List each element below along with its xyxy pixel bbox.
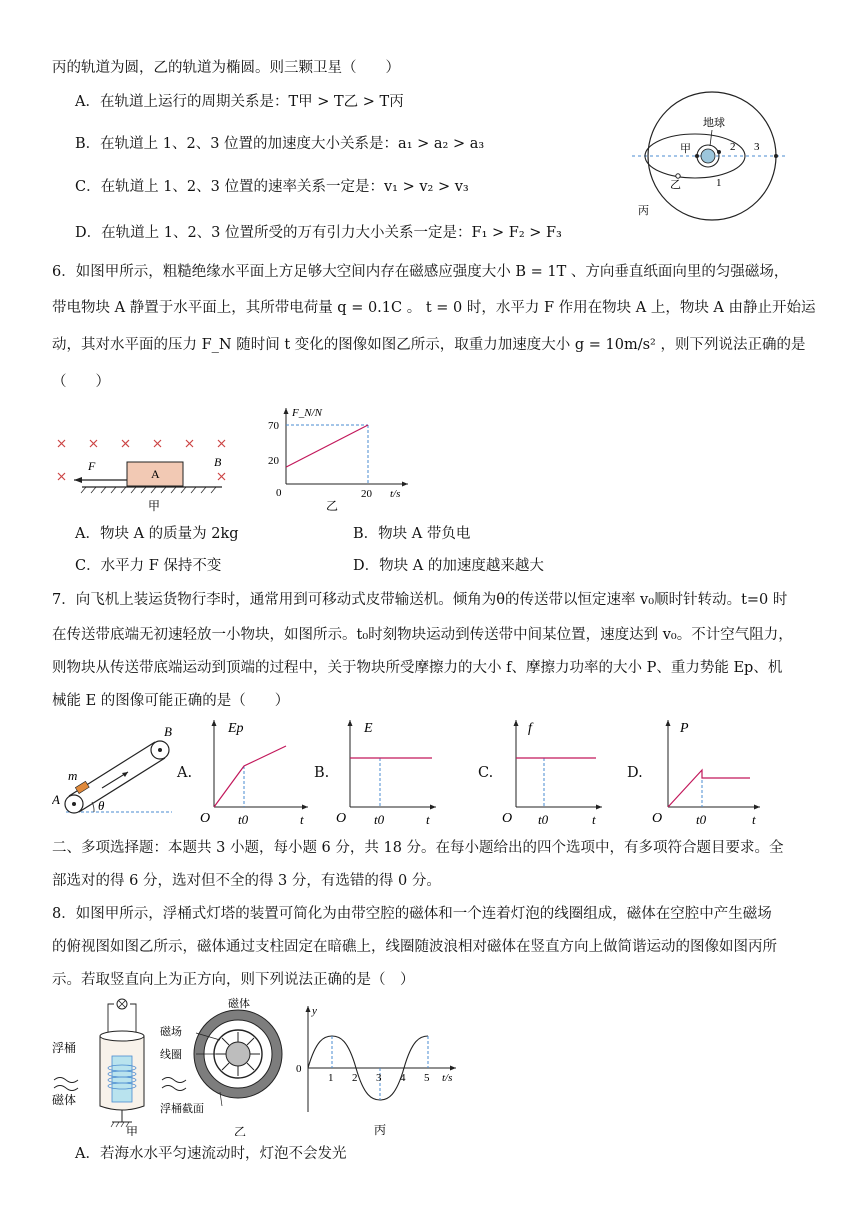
bing-label: 丙	[638, 205, 649, 217]
earth-label: 地球	[703, 117, 725, 129]
q8-line-1: 8．如图甲所示，浮桶式灯塔的装置可简化为由带空腔的磁体和一个连着灯泡的线圈组成，磁体在空腔中产生磁场	[52, 906, 772, 922]
y-axis-label: F_N/N	[292, 407, 322, 419]
q6-figure-jia	[52, 430, 242, 512]
svg-text:t: t	[592, 812, 596, 827]
force-label: F	[88, 459, 96, 473]
section-label: 浮桶截面	[160, 1103, 204, 1115]
fig-jia-caption: 甲	[148, 499, 161, 512]
jia-label: 甲	[680, 143, 691, 155]
q7-line-1: 7．向飞机上装运货物行李时，通常用到可移动式皮带输送机。倾角为θ的传送带以恒定速率 v₀顺时针转动。t=0 时	[52, 592, 788, 608]
q6-line-2: 带电物块 A 静置于水平面上，其所带电荷量 q = 0.1C 。 t = 0 时，水平力 F 作用在物块 A 上，物块 A 由静止开始运	[52, 300, 816, 316]
graph-c-ylabel: f	[528, 721, 532, 736]
svg-text:t0: t0	[696, 812, 707, 827]
svg-text:O: O	[502, 811, 513, 826]
svg-text:t0: t0	[238, 812, 249, 827]
svg-text:t0: t0	[538, 812, 549, 827]
graph-a-line	[214, 746, 286, 807]
q8-option-a: A．若海水水平匀速流动时，灯泡不会发光	[75, 1146, 347, 1162]
magnet-core	[112, 1056, 132, 1102]
yi-label: 乙	[670, 179, 681, 191]
q6-option-a: A．物块 A 的质量为 2kg	[75, 526, 239, 542]
q7-line-2: 在传送带底端无初速轻放一小物块，如图所示。t₀时刻物块运动到传送带中间某位置，速度达到 v₀。不计空气阻力，	[52, 627, 793, 643]
q7-graph-b-label: B.	[314, 765, 330, 781]
q6-line-4: （ ）	[52, 374, 110, 390]
end-a-label: A	[52, 792, 60, 807]
float-label: 浮桶	[52, 1041, 77, 1055]
q6-option-c: C．水平力 F 保持不变	[75, 558, 222, 574]
mass-label: m	[68, 768, 78, 783]
q7-graph-d-label: D.	[627, 765, 643, 781]
q8-line-3: 示。若取竖直向上为正方向，则下列说法正确的是（ ）	[52, 972, 415, 988]
coil-label: 线圈	[160, 1049, 182, 1061]
svg-text:4: 4	[400, 1072, 406, 1084]
svg-text:O: O	[652, 811, 663, 826]
section2-line-2: 部选对的得 6 分，选对但不全的得 3 分，有选错的得 0 分。	[52, 873, 441, 889]
q8-line-2: 的俯视图如图乙所示，磁体通过支柱固定在暗礁上，线圈随波浪相对磁体在竖直方向上做简谐运动的图像如图丙所	[52, 939, 777, 955]
x-axis-label: t/s	[390, 488, 401, 500]
magnet-label: 磁体	[52, 1093, 77, 1107]
graph-d-line	[668, 770, 750, 807]
y-tick-70: 70	[268, 420, 279, 432]
q6-line-1: 6．如图甲所示，粗糙绝缘水平面上方足够大空间内存在磁感应强度大小 B = 1T 、方向垂直纸面向里的匀强磁场，	[52, 264, 789, 280]
fig-yi-caption: 乙	[326, 499, 339, 513]
q7-line-4: 械能 E 的图像可能正确的是（ ）	[52, 693, 290, 709]
svg-text:t: t	[752, 812, 756, 827]
svg-text:O: O	[200, 811, 211, 826]
point-3-label: 3	[754, 141, 760, 153]
q7-graph-d	[648, 712, 770, 832]
y-tick-20: 20	[268, 455, 279, 467]
section2-line-1: 二、多项选择题：本题共 3 小题，每小题 6 分，共 18 分。在每小题给出的四个选项中，有多项符合题目要求。全	[52, 840, 784, 856]
field-label: 磁场	[160, 1026, 182, 1038]
q7-graph-c-label: C.	[478, 765, 494, 781]
svg-text:0: 0	[296, 1063, 302, 1075]
q5-intro: 丙的轨道为圆，乙的轨道为椭圆。则三颗卫星（ ）	[52, 60, 400, 76]
fig-bing-caption: 丙	[374, 1123, 387, 1137]
end-b-label: B	[164, 724, 172, 739]
buoy-figure-yi	[160, 996, 290, 1136]
svg-text:1: 1	[328, 1072, 334, 1084]
point-3-marker	[774, 154, 778, 158]
block-a-label: A	[151, 467, 160, 481]
fig-jia-caption: 甲	[126, 1125, 139, 1136]
q6-option-d: D．物块 A 的加速度越来越大	[353, 558, 544, 574]
theta-label: θ	[98, 798, 105, 813]
oscillation-chart	[290, 1000, 470, 1140]
magnet-top-label: 磁体	[228, 998, 250, 1010]
svg-text:t: t	[300, 812, 304, 827]
svg-text:3: 3	[376, 1072, 382, 1084]
svg-text:5: 5	[424, 1072, 430, 1084]
point-2-marker	[717, 150, 721, 154]
series-line-fn	[286, 425, 368, 467]
y-axis-arrow-icon	[284, 408, 289, 414]
orbit-figure	[630, 88, 790, 228]
satellite-yi-marker	[676, 174, 680, 178]
svg-text:2: 2	[352, 1072, 358, 1084]
q7-graph-a	[198, 712, 316, 832]
svg-text:t/s: t/s	[442, 1072, 453, 1084]
point-1-marker	[695, 154, 699, 158]
x-tick-20: 20	[361, 488, 372, 500]
point-1-label: 1	[716, 177, 722, 189]
graph-b-ylabel: E	[364, 721, 373, 736]
q7-graph-c	[500, 712, 610, 832]
q7-line-3: 则物块从传送带底端运动到顶端的过程中，关于物块所受摩擦力的大小 f、摩擦力功率的大小 P、重力势能 Ep、机	[52, 660, 783, 676]
q5-option-d: D．在轨道上 1、2、3 位置所受的万有引力大小关系一定是：F₁ > F₂ > F₃	[75, 225, 562, 241]
q5-option-b: B．在轨道上 1、2、3 位置的加速度大小关系是：a₁ > a₂ > a₃	[75, 136, 485, 152]
fig-yi-caption: 乙	[234, 1125, 247, 1136]
package-block	[75, 781, 89, 793]
earth-icon	[701, 149, 715, 163]
svg-text:t: t	[426, 812, 430, 827]
svg-text:t0: t0	[374, 812, 385, 827]
point-2-label: 2	[730, 141, 736, 153]
q6-line-3: 动，其对水平面的压力 F_N 随时间 t 变化的图像如图乙所示，取重力加速度大小 g = 10m/s² ，则下列说法正确的是	[52, 337, 806, 353]
x-axis-arrow-icon	[402, 482, 408, 487]
q5-option-a: A．在轨道上运行的周期关系是：T甲 > T乙 > T丙	[75, 94, 404, 110]
q6-figure-yi-chart	[268, 404, 418, 514]
q6-option-b: B．物块 A 带负电	[353, 526, 471, 542]
origin-label: 0	[276, 487, 282, 499]
svg-text:O: O	[336, 811, 347, 826]
q7-graph-b	[334, 712, 444, 832]
q5-option-c: C．在轨道上 1、2、3 位置的速率关系一定是：v₁ > v₂ > v₃	[75, 179, 469, 195]
belt-bottom	[79, 758, 165, 812]
field-label: B	[214, 455, 222, 469]
force-arrow-icon	[74, 477, 82, 483]
graph-d-ylabel: P	[680, 721, 689, 736]
q7-graph-a-label: A.	[177, 765, 193, 781]
graph-a-ylabel: Ep	[228, 721, 244, 736]
conveyor-belt-figure	[52, 722, 187, 832]
svg-text:y: y	[312, 1005, 317, 1017]
